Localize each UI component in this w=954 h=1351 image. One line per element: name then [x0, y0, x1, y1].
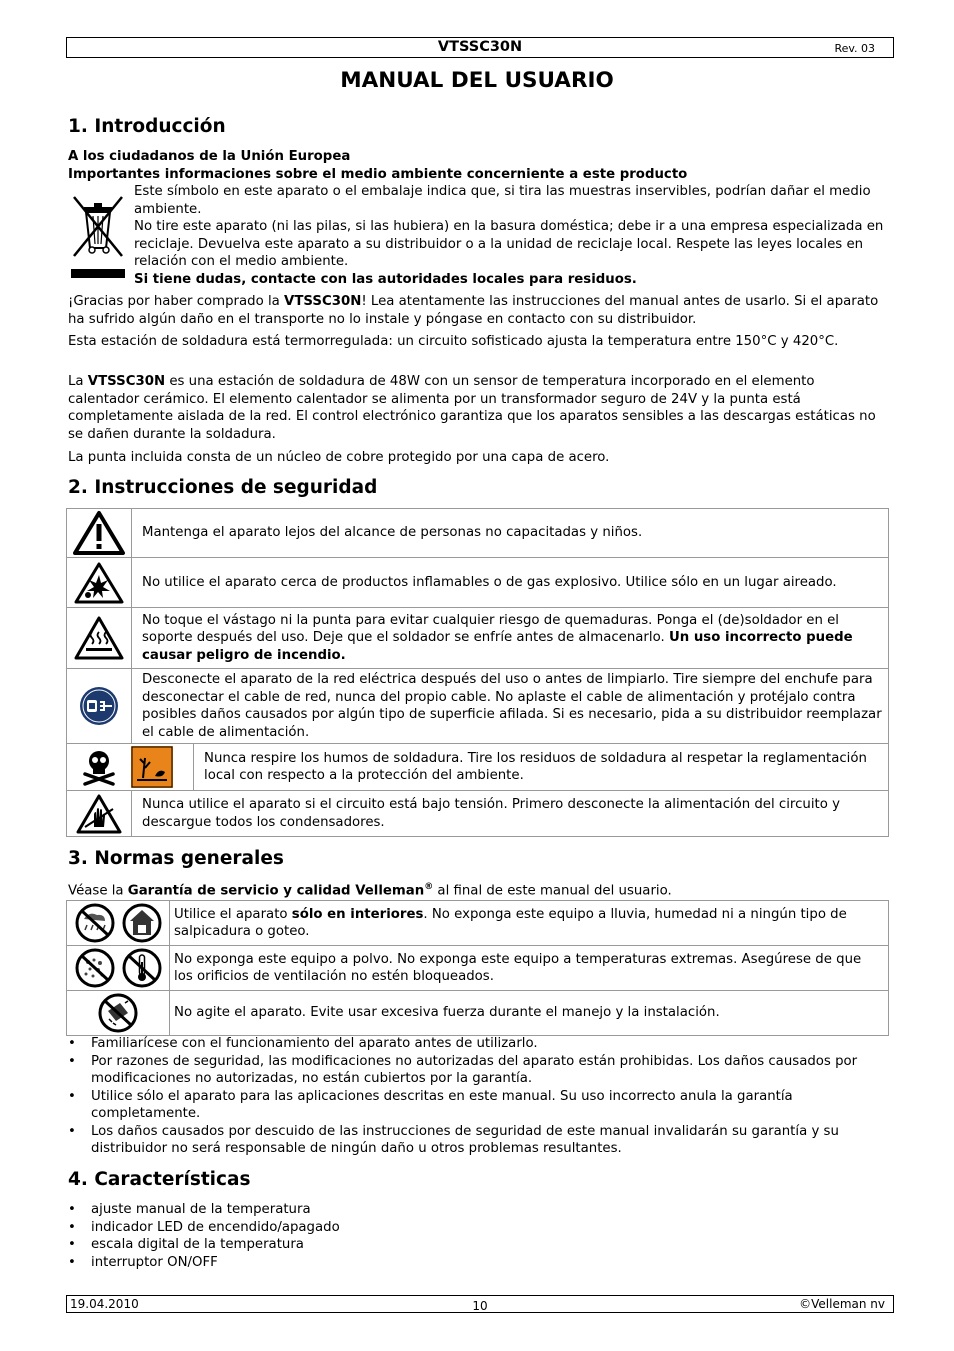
safety-row	[67, 669, 889, 744]
rule-icons	[67, 901, 170, 946]
intro-paragraph-2	[68, 333, 888, 351]
p1-text-a: ¡Gracias por haber comprado la	[68, 294, 285, 309]
no-dust-icon	[74, 948, 116, 988]
page-header	[66, 37, 894, 58]
list-item: • Utilice sólo el aparato para las aplicaciones descritas en este manual. Su uso incorrecto anula la garantía completamente.	[68, 1088, 888, 1123]
p3-text-a: La	[68, 374, 88, 389]
intro-paragraph-4	[68, 449, 888, 467]
list-item: • indicador LED de encendido/apagado	[68, 1219, 888, 1237]
footer-date: 19.04.2010	[70, 1297, 139, 1311]
rule-text: No agite el aparato. Evite usar excesiva fuerza durante el manejo y la instalación.	[170, 991, 889, 1036]
page-footer	[66, 1295, 894, 1313]
eu-notice	[68, 148, 888, 183]
warranty-reference	[68, 879, 888, 900]
document-title: MANUAL DEL USUARIO	[340, 68, 614, 93]
no-extreme-temperature-icon	[121, 948, 163, 988]
revision: Rev. 03	[834, 42, 875, 55]
section-1-heading: 1. Introducción	[68, 116, 226, 137]
p3-text-c: es una estación de soldadura de 48W con un sensor de temperatura incorporado en el elemento calentador cerámico. El elemento calentador se alimenta por un transformador seguro de 24V y la punta está completamente aislada de la red. El control electrónico garantiza que los aparatos sensibles a las descargas estáticas no se dañen durante la soldadura.	[68, 374, 876, 442]
intro-text-a: Véase la	[68, 883, 128, 899]
p2-text: Esta estación de soldadura está termorregulada: un circuito sofisticado ajusta la temperatura entre 150°C y 420°C.	[68, 334, 839, 349]
environment-hazard-icon	[131, 746, 193, 788]
list-item: • Por razones de seguridad, las modificaciones no autorizadas del aparato están prohibidas. Los daños causados por modificaciones no autorizadas, no están cubiertos por la garantía.	[68, 1053, 888, 1088]
rule-row	[67, 991, 889, 1036]
general-rules-table	[66, 900, 889, 1036]
rule-icons	[67, 991, 170, 1036]
indoor-use-icon	[121, 903, 163, 943]
live-circuit-icon	[67, 791, 132, 837]
page-number: 10	[472, 1299, 488, 1313]
safety-text: Mantenga el aparato lejos del alcance de personas no capacitadas y niños.	[132, 509, 889, 558]
eu-text-block	[134, 183, 890, 288]
rule-text: No exponga este equipo a polvo. No exponga este equipo a temperaturas extremas. Asegúrese de que los orificios de ventilación no estén bloqueados.	[170, 946, 889, 991]
skull-icon	[67, 748, 131, 786]
rule-text-c: . No exponga este equipo a lluvia, humedad ni a ningún tipo de salpicadura o goteo.	[174, 906, 847, 939]
features-list	[68, 1201, 888, 1271]
warranty-title: Garantía de servicio y calidad Velleman	[127, 883, 425, 899]
general-rules-list	[68, 1035, 888, 1158]
warning-icon	[67, 509, 132, 558]
registered-mark: ®	[424, 882, 434, 892]
list-item: • Los daños causados por descuido de las instrucciones de seguridad de este manual invalidarán su garantía y su distribuidor no será responsable de ningún daño u otros problemas resultantes.	[68, 1123, 888, 1158]
safety-row	[67, 509, 889, 558]
eu-text-1: Este símbolo en este aparato o el embalaje indica que, si tira las muestras inservibles, podrían dañar el medio ambiente.	[134, 184, 871, 217]
explosive-icon	[67, 558, 132, 608]
rule-text	[170, 901, 889, 946]
p3-model: VTSSC30N	[87, 374, 166, 389]
footer-copyright: ©Velleman nv	[799, 1297, 885, 1311]
section-4-heading: 4. Características	[68, 1169, 251, 1190]
safety-text: Nunca respire los humos de soldadura. Tire los residuos de soldadura al respetar la reglamentación local con respecto a la protección del ambiente.	[204, 750, 867, 783]
intro-text-c: al final de este manual del usuario.	[433, 883, 672, 899]
eu-subheading: Importantes informaciones sobre el medio ambiente concerniente a este producto	[68, 166, 688, 182]
safety-text: Desconecte el aparato de la red eléctrica después del uso o antes de limpiarlo. Tire siempre del enchufe para desconectar el cable de red, nunca del propio cable. No aplaste el cable de alimentación y protéjalo contra posibles daños causados por algún tipo de superficie afilada. Si es necesario, pida a su distribuidor reemplazar el cable de alimentación.	[132, 669, 889, 744]
p4-text: La punta incluida consta de un núcleo de cobre protegido por una capa de acero.	[68, 450, 610, 465]
safety-row	[67, 744, 889, 791]
rule-row	[67, 946, 889, 991]
intro-paragraph-3	[68, 373, 888, 443]
section-2-heading: 2. Instrucciones de seguridad	[68, 477, 378, 498]
eu-text-bold: Si tiene dudas, contacte con las autoridades locales para residuos.	[134, 271, 637, 287]
rule-row	[67, 901, 889, 946]
list-item: • interruptor ON/OFF	[68, 1254, 888, 1272]
safety-row-combined	[67, 744, 889, 791]
eu-heading: A los ciudadanos de la Unión Europea	[68, 149, 351, 164]
safety-text: No utilice el aparato cerca de productos inflamables o de gas explosivo. Utilice sólo en un lugar aireado.	[132, 558, 889, 608]
safety-row	[67, 791, 889, 837]
model-name: VTSSC30N	[437, 39, 523, 55]
safety-text-normal: No toque el vástago ni la punta para evitar cualquier riesgo de quemaduras. Ponga el (de)soldador en el soporte después del uso. Deje que el soldador se enfríe antes de almacenarlo.	[142, 612, 839, 646]
safety-row	[67, 558, 889, 608]
safety-text: Nunca utilice el aparato si el circuito está bajo tensión. Primero desconecte la alimentación del circuito y descargue todos los condensadores.	[132, 791, 889, 837]
list-item: • Familiarícese con el funcionamiento del aparato antes de utilizarlo.	[68, 1035, 888, 1053]
safety-text	[132, 608, 889, 669]
no-shaking-icon	[97, 993, 139, 1033]
section-3-heading: 3. Normas generales	[68, 848, 284, 869]
intro-paragraph-1	[68, 293, 888, 328]
weee-bin-icon	[68, 192, 128, 282]
eu-text-2: No tire este aparato (ni las pilas, si las hubiera) en la basura doméstica; debe ir a una empresa especializada en reciclaje. Devuelva este aparato a su distribuidor o a la unidad de reciclaje local. Respete las leyes locales en relación con el medio ambiente.	[134, 219, 884, 269]
rule-text-bold: sólo en interiores	[291, 906, 424, 922]
list-item: • ajuste manual de la temperatura	[68, 1201, 888, 1219]
list-item: • escala digital de la temperatura	[68, 1236, 888, 1254]
no-rain-icon	[74, 903, 116, 943]
safety-row	[67, 608, 889, 669]
p1-text-c: ! Lea atentamente las instrucciones del manual antes de usarlo. Si el aparato ha sufrido algún daño en el transporte no lo instale y póngase en contacto con su distribuidor.	[68, 294, 879, 327]
p1-model: VTSSC30N	[284, 294, 362, 309]
rule-text-a: Utilice el aparato	[174, 906, 292, 922]
unplug-icon	[67, 669, 132, 744]
safety-table	[66, 508, 889, 837]
rule-icons	[67, 946, 170, 991]
safety-text-bold: Un uso incorrecto puede causar peligro de incendio.	[142, 630, 853, 663]
hot-surface-icon	[67, 608, 132, 669]
